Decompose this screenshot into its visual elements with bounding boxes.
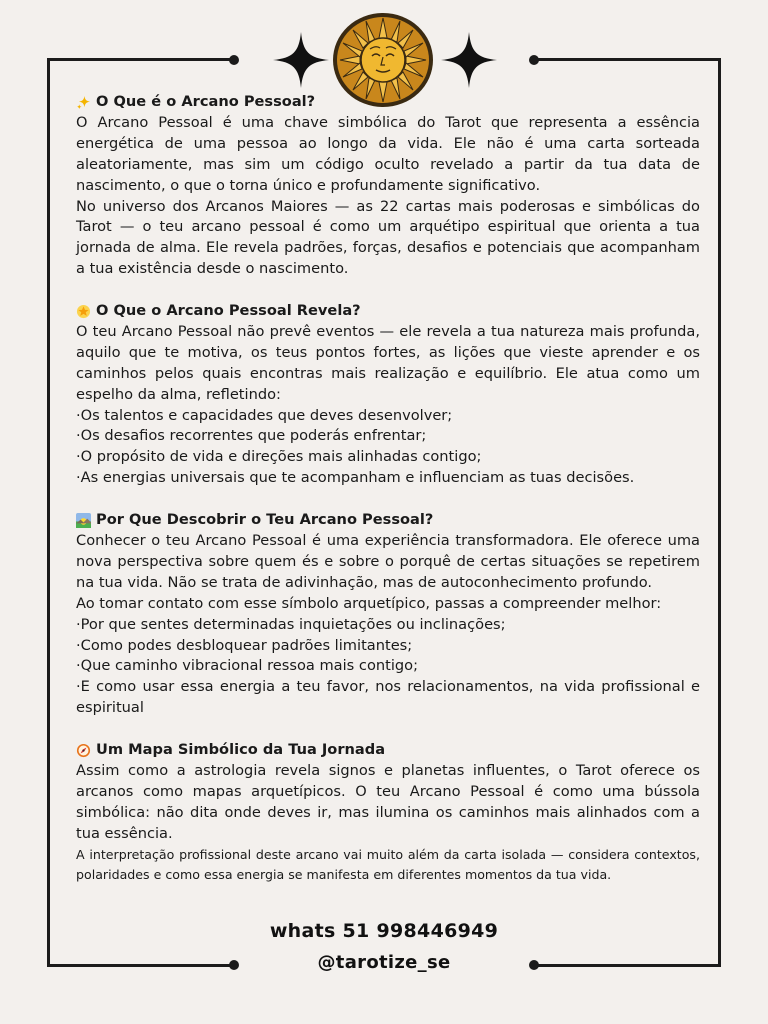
whatsapp-contact: whats 51 998446949 xyxy=(269,920,499,942)
frame-left xyxy=(47,58,50,967)
main-content xyxy=(76,92,700,885)
spacer xyxy=(76,489,700,510)
spacer xyxy=(76,719,700,740)
bullet-item: ·Como podes desbloquear padrões limitantes; xyxy=(76,636,413,654)
bullet-item: ·Que caminho vibracional ressoa mais contigo; xyxy=(76,657,419,675)
section-heading xyxy=(76,510,700,531)
sunrise-icon xyxy=(76,513,91,528)
sparkles-icon xyxy=(76,95,91,110)
bullet-item: ·Os desafios recorrentes que poderás enfrentar; xyxy=(76,427,427,445)
frame-dot xyxy=(229,55,239,65)
paragraph: O teu Arcano Pessoal não prevê eventos — ele revela a tua natureza mais profunda, aquilo que te motiva, os teus pontos fortes, as lições que vieste aprender e os caminhos pelos quais encontras mais realização e equilíbrio. Ele atua como um espelho da alma, refletindo: xyxy=(76,322,700,403)
bullet-item: ·Os talentos e capacidades que deves desenvolver; xyxy=(76,406,453,424)
compass-icon xyxy=(76,743,91,758)
bullet-item: ·O propósito de vida e direções mais alinhadas contigo; xyxy=(76,448,482,466)
paragraph: Ao tomar contato com esse símbolo arquetípico, passas a compreender melhor: xyxy=(76,594,662,612)
frame-right xyxy=(718,58,721,967)
section-title: O Que é o Arcano Pessoal? xyxy=(96,93,316,110)
paragraph: Conhecer o teu Arcano Pessoal é uma experiência transformadora. Ele oferece uma nova perspectiva sobre quem és e sobre o porquê de certas situações se repetirem na tua vida. Não se trata de adivinhação, mas de autoconhecimento profundo. xyxy=(76,532,700,591)
section-title: O Que o Arcano Pessoal Revela? xyxy=(96,302,361,320)
paragraph: O Arcano Pessoal é uma chave simbólica do Tarot que representa a essência energética de uma pessoa ao longo da vida. Ele não é uma carta sorteada aleatoriamente, mas sim um código oculto revelado a partir da tua data de nascimento, o que o torna único e profundamente significativo. xyxy=(76,113,700,194)
section-title: Um Mapa Simbólico da Tua Jornada xyxy=(96,741,386,759)
bullet-item: ·As energias universais que te acompanham e influenciam as tuas decisões. xyxy=(76,469,635,487)
bullet-item: ·Por que sentes determinadas inquietações ou inclinações; xyxy=(76,615,506,633)
section-heading xyxy=(76,92,700,113)
four-point-star-icon xyxy=(273,32,329,88)
section-heading xyxy=(76,740,700,761)
paragraph: No universo dos Arcanos Maiores — as 22 cartas mais poderosas e simbólicas do Tarot — o teu arcano pessoal é como um arquétipo espiritual que orienta a tua jornada de alma. Ele revela padrões, forças, desafios e potenciais que acompanham a tua existência desde o nascimento. xyxy=(76,197,700,278)
note-paragraph: A interpretação profissional deste arcano vai muito além da carta isolada — considera contextos, polaridades e como essa energia se manifesta em diferentes momentos da tua vida. xyxy=(76,846,700,882)
section-heading xyxy=(76,301,700,322)
paragraph: Assim como a astrologia revela signos e planetas influentes, o Tarot oferece os arcanos como mapas arquetípicos. O teu Arcano Pessoal é como uma bússola simbólica: não dita onde deves ir, mas ilumina os caminhos mais alinhados com a tua essência. xyxy=(76,761,700,842)
section-title: Por Que Descobrir o Teu Arcano Pessoal? xyxy=(96,511,434,529)
frame-top-right xyxy=(534,58,721,61)
frame-top-left xyxy=(47,58,233,61)
spacer xyxy=(76,280,700,301)
glowing-star-icon xyxy=(76,304,91,319)
instagram-handle: @tarotize_se xyxy=(317,952,451,973)
four-point-star-icon xyxy=(441,32,497,88)
bullet-item: ·E como usar essa energia a teu favor, nos relacionamentos, na vida profissional e espiritual xyxy=(76,678,700,717)
frame-dot xyxy=(529,55,539,65)
